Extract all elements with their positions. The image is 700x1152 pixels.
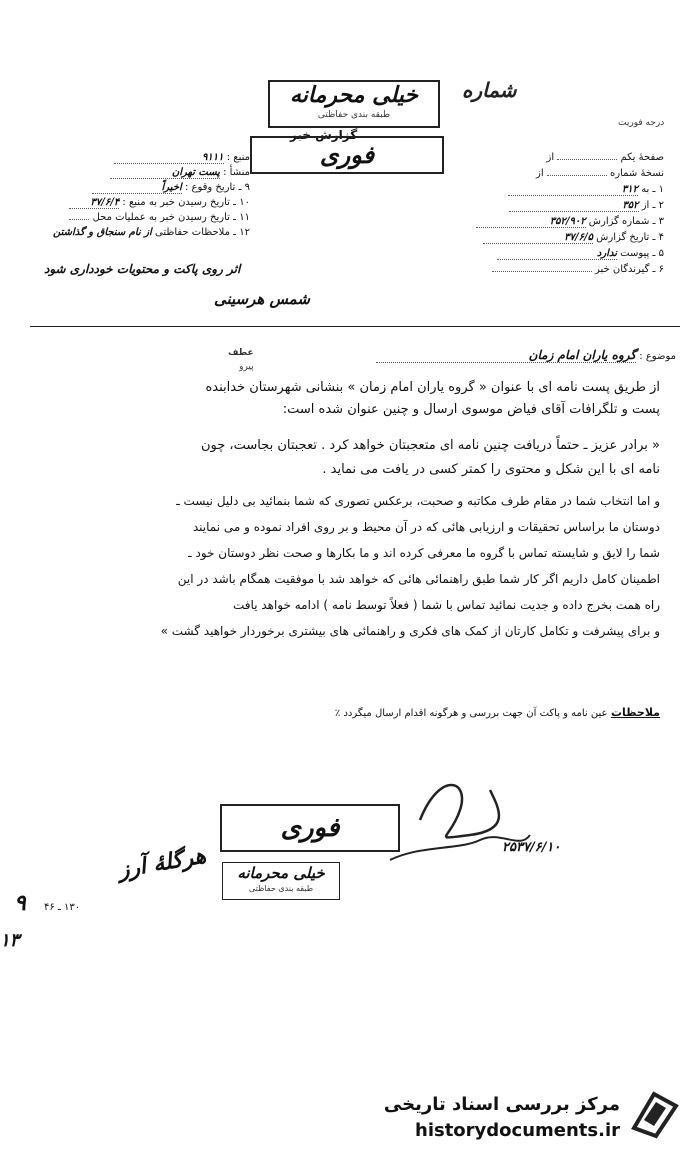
left-field-value: پست تهران (110, 167, 220, 179)
right-field-label: ۲ ـ از (641, 200, 664, 211)
handwritten-number-13: ۱۳ (0, 930, 20, 951)
right-fields (424, 152, 664, 280)
left-fields (40, 152, 250, 242)
right-field (424, 248, 664, 264)
right-field-label: ۱ ـ به (641, 184, 664, 195)
right-field (424, 168, 664, 184)
right-field (424, 152, 664, 168)
right-field (424, 200, 664, 216)
right-field-value (492, 271, 592, 272)
left-field-value (69, 219, 89, 220)
priority-label: درجه فوریت (618, 118, 665, 128)
bottom-classification-text: خیلی محرمانه (237, 864, 325, 882)
left-field-label: ۱۱ ـ تاریخ رسیدن خبر به عملیات محل (92, 212, 250, 223)
right-field (424, 216, 664, 232)
bottom-priority-text: فوری (280, 813, 340, 843)
right-field-value: ندارد (497, 248, 617, 260)
right-field-value: ۳۵۲/۹۰۲ (476, 216, 586, 228)
left-field: منبع : ۹۱۱۱ (40, 152, 250, 167)
left-field-label: منشأ (229, 167, 250, 178)
left-field-value: اخیراً (92, 182, 182, 194)
body-line: و برای پیشرفت و تکامل کارتان از کمک های فکری و راهنمائی های بیشتری برخوردار خواهید گشت » (160, 624, 660, 638)
left-note: اثر روی پاکت و محتویات خودداری شود (44, 262, 241, 276)
bottom-classification-sub: طبقه بندی حفاظتی (248, 884, 314, 893)
right-field-value: ۳۷/۶/۵ (483, 232, 593, 244)
left-signature: شمس هرسینی (214, 290, 310, 308)
right-field (424, 184, 664, 200)
header-divider (30, 326, 680, 327)
right-field (424, 264, 664, 280)
left-field-label: ۱۲ ـ ملاحظات حفاظتی (155, 227, 250, 238)
priority-stamp (250, 136, 444, 174)
right-field-label: ۴ ـ تاریخ گزارش (596, 232, 664, 243)
right-field (424, 232, 664, 248)
left-field-label: ۹ ـ تاریخ وقوع (191, 182, 250, 193)
body-line: از طریق پست نامه ای با عنوان « گروه یاران امام زمان » بنشانی شهرستان خدابنده (205, 380, 660, 395)
body-line: پست و تلگرافات آقای فیاض موسوی ارسال و چنین عنوان شده است: (282, 402, 660, 417)
left-field-label: ۱۰ ـ تاریخ رسیدن خبر به منبع (128, 197, 250, 208)
subject-value: گروه یاران امام زمان (376, 348, 636, 363)
left-field: ۹ ـ تاریخ وقوع : اخیراً (40, 182, 250, 197)
right-field-label: نسخهٔ شماره (610, 168, 664, 179)
body-line: اطمینان کامل داریم اگر کار شما طبق راهنمائی هائی که خواهد شد با موفقیت همگام باشد در این (177, 572, 660, 586)
remarks (335, 706, 660, 719)
remarks-label: ملاحظات (611, 706, 660, 719)
right-field-value: ۳۵۲ (509, 200, 639, 212)
corner-handwriting: شماره (462, 78, 517, 102)
bottom-classification-stamp (222, 862, 340, 900)
left-field-value: ۳۷/۶/۴ (69, 197, 119, 209)
date-handwriting: ۲۵۳۷/۶/۱۰ (502, 840, 561, 855)
subject-label: موضوع : (639, 351, 676, 362)
right-field-value: از (536, 168, 544, 179)
right-field-label: ۶ ـ گیرندگان خبر (594, 264, 664, 275)
left-field-value: ۹۱۱۱ (114, 152, 224, 164)
body-line: راه همت بخرج داده و جدیت نمائید تماس با شما ( فعلاً توسط نامه ) ادامه خواهد یافت (233, 598, 660, 612)
footer-org: مرکز بررسی اسناد تاریخی (383, 1094, 620, 1115)
right-field-label: صفحهٔ یکم (620, 152, 664, 163)
signature-scribble (380, 750, 540, 880)
remarks-text: عین نامه و پاکت آن جهت بررسی و هرگونه اقدام ارسال میگردد ٪ (334, 708, 608, 719)
left-field-value: از نام سنجاق و گذاشتن (52, 227, 152, 238)
right-field-value: ۳۱۲ (508, 184, 638, 196)
body-line: شما را لایق و شایسته تماس با گروه ما معرفی کرده اند و ما بکارها و صحت نظر دوستان خود ـ (188, 546, 660, 560)
subject-side (228, 346, 254, 374)
body-line: « برادر عزیز ـ حتماً دریافت چنین نامه ای متعجبتان خواهد کرد . تعجبتان بجاست، چون (200, 438, 660, 453)
handwritten-number-9: ۹ (14, 890, 26, 916)
left-field-label: منبع (233, 152, 250, 163)
left-field (40, 212, 250, 227)
archive-logo-icon (628, 1088, 682, 1140)
top-stamp-sub: طبقه بندی حفاظتی (317, 110, 391, 120)
document-code: ۱۳۰ ـ ۴۶ (44, 902, 81, 913)
right-field-dots (557, 159, 617, 160)
right-field-label: ۳ ـ شماره گزارش (588, 216, 664, 227)
body-line: و اما انتخاب شما در مقام طرف مکاتبه و صحبت، برعکس تصوری که شما بنمائید بی دلیل نیست ـ (176, 494, 660, 508)
body-line: نامه ای با این شکل و محتوی را کمتر کسی در یافت می نماید . (322, 462, 660, 477)
footer-site: historydocuments.ir (415, 1120, 620, 1141)
bottom-priority-stamp (220, 804, 400, 852)
footer (0, 1080, 700, 1152)
right-field-value: از (546, 152, 555, 163)
left-field: ۱۰ ـ تاریخ رسیدن خبر به منبع : ۳۷/۶/۴ (40, 197, 250, 212)
body-line: دوستان ما براساس تحقیقات و ارزیابی هائی که در آن محیط و بر روی افراد نموده و می نمایند (192, 520, 660, 534)
priority-stamp-text: فوری (319, 140, 375, 169)
right-field-label: ۵ ـ پیوست (620, 248, 664, 259)
report-title: گزارش خبر (290, 128, 358, 142)
top-classification-stamp (268, 80, 440, 128)
follow-label: پیرو (239, 362, 254, 372)
left-field (40, 227, 250, 242)
ref-label: عطف (228, 348, 254, 358)
top-stamp-text: خیلی محرمانه (289, 82, 419, 108)
left-field: منشأ : پست تهران (40, 167, 250, 182)
subject-line (296, 348, 676, 363)
right-field-dots (547, 175, 607, 176)
left-handwriting: هرگلهٔ آرز (116, 842, 208, 884)
